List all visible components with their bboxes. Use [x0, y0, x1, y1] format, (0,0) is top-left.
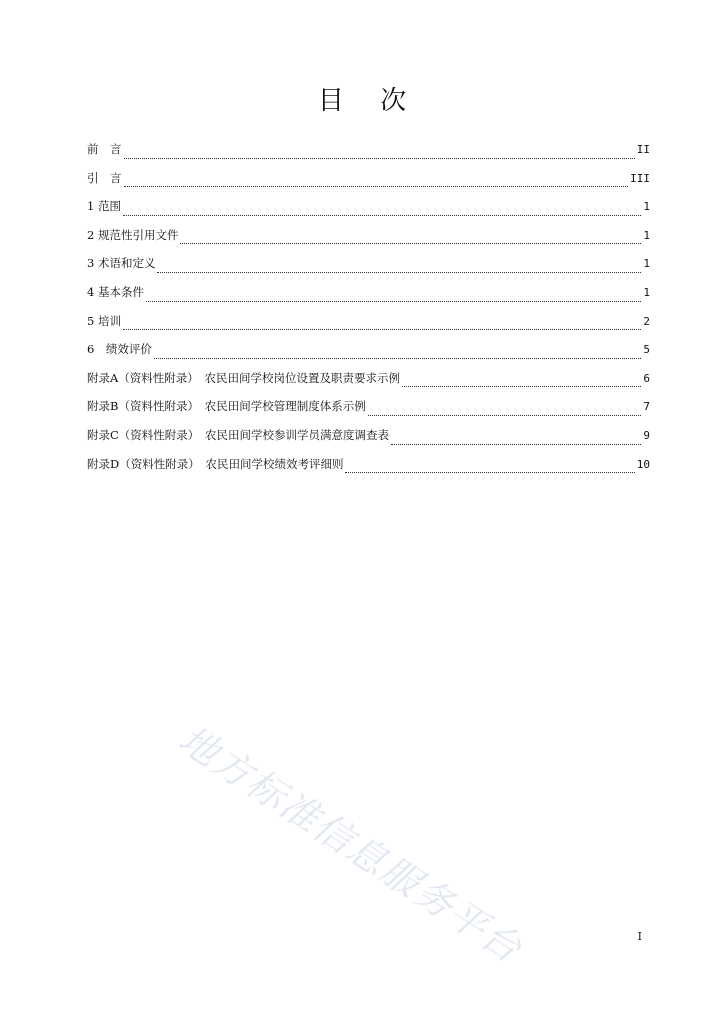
toc-entry-page: 1 [643, 200, 650, 214]
toc-entry-page: 1 [643, 228, 650, 242]
toc-entry[interactable] [87, 456, 650, 485]
toc-entry-page: 9 [643, 428, 650, 442]
toc-entry-label: 4 基本条件 [87, 284, 144, 299]
toc-entry-label: 附录D（资料性附录） 农民田间学校绩效考评细则 [87, 456, 344, 471]
page-number: I [637, 930, 642, 943]
toc-entry-label: 3 术语和定义 [87, 256, 156, 271]
toc-leader-dots [180, 243, 641, 244]
toc-entry[interactable] [87, 170, 650, 199]
toc-leader-dots [157, 272, 641, 273]
toc-entry-label: 附录A（资料性附录） 农民田间学校岗位设置及职责要求示例 [87, 370, 401, 385]
toc-leader-dots [402, 386, 641, 387]
toc-entry-label: 附录B（资料性附录） 农民田间学校管理制度体系示例 [87, 399, 366, 414]
toc-entry-label: 1 范围 [87, 199, 121, 214]
toc-leader-dots [146, 301, 641, 302]
toc-entry[interactable] [87, 398, 650, 427]
toc-entry[interactable] [87, 341, 650, 370]
toc-entry-label: 5 培训 [87, 313, 121, 328]
toc-leader-dots [123, 215, 641, 216]
toc-entry-label: 6 绩效评价 [87, 342, 152, 357]
page-title: 目 次 [317, 86, 421, 116]
toc-entry[interactable] [87, 198, 650, 227]
toc-leader-dots [391, 444, 641, 445]
toc-entry[interactable] [87, 141, 650, 170]
toc-entry-page: III [630, 171, 650, 185]
toc-entry-page: 1 [643, 257, 650, 271]
toc-entry-label: 2 规范性引用文件 [87, 227, 179, 242]
toc-leader-dots [345, 472, 634, 473]
toc-entry-page: 1 [643, 285, 650, 299]
toc-entry-page: 5 [643, 343, 650, 357]
toc-entry-page: 6 [643, 371, 650, 385]
toc-leader-dots [154, 358, 642, 359]
toc-leader-dots [124, 158, 635, 159]
toc-entry-label: 引 言 [87, 170, 122, 185]
toc-entry[interactable] [87, 370, 650, 399]
toc-entry[interactable] [87, 255, 650, 284]
toc-entry-page: 10 [636, 457, 650, 471]
table-of-contents [87, 141, 650, 484]
toc-leader-dots [368, 415, 642, 416]
toc-leader-dots [124, 186, 629, 187]
toc-entry-page: 7 [643, 400, 650, 414]
toc-entry[interactable] [87, 227, 650, 256]
toc-leader-dots [123, 329, 641, 330]
toc-entry-page: II [636, 143, 650, 156]
toc-entry-label: 前 言 [87, 142, 122, 156]
toc-entry[interactable] [87, 284, 650, 313]
toc-entry-page: 2 [643, 314, 650, 328]
toc-entry[interactable] [87, 313, 650, 342]
toc-entry[interactable] [87, 427, 650, 456]
watermark-text: 地方标准信息服务平台 [171, 716, 531, 972]
toc-entry-label: 附录C（资料性附录） 农民田间学校参训学员满意度调查表 [87, 427, 390, 442]
